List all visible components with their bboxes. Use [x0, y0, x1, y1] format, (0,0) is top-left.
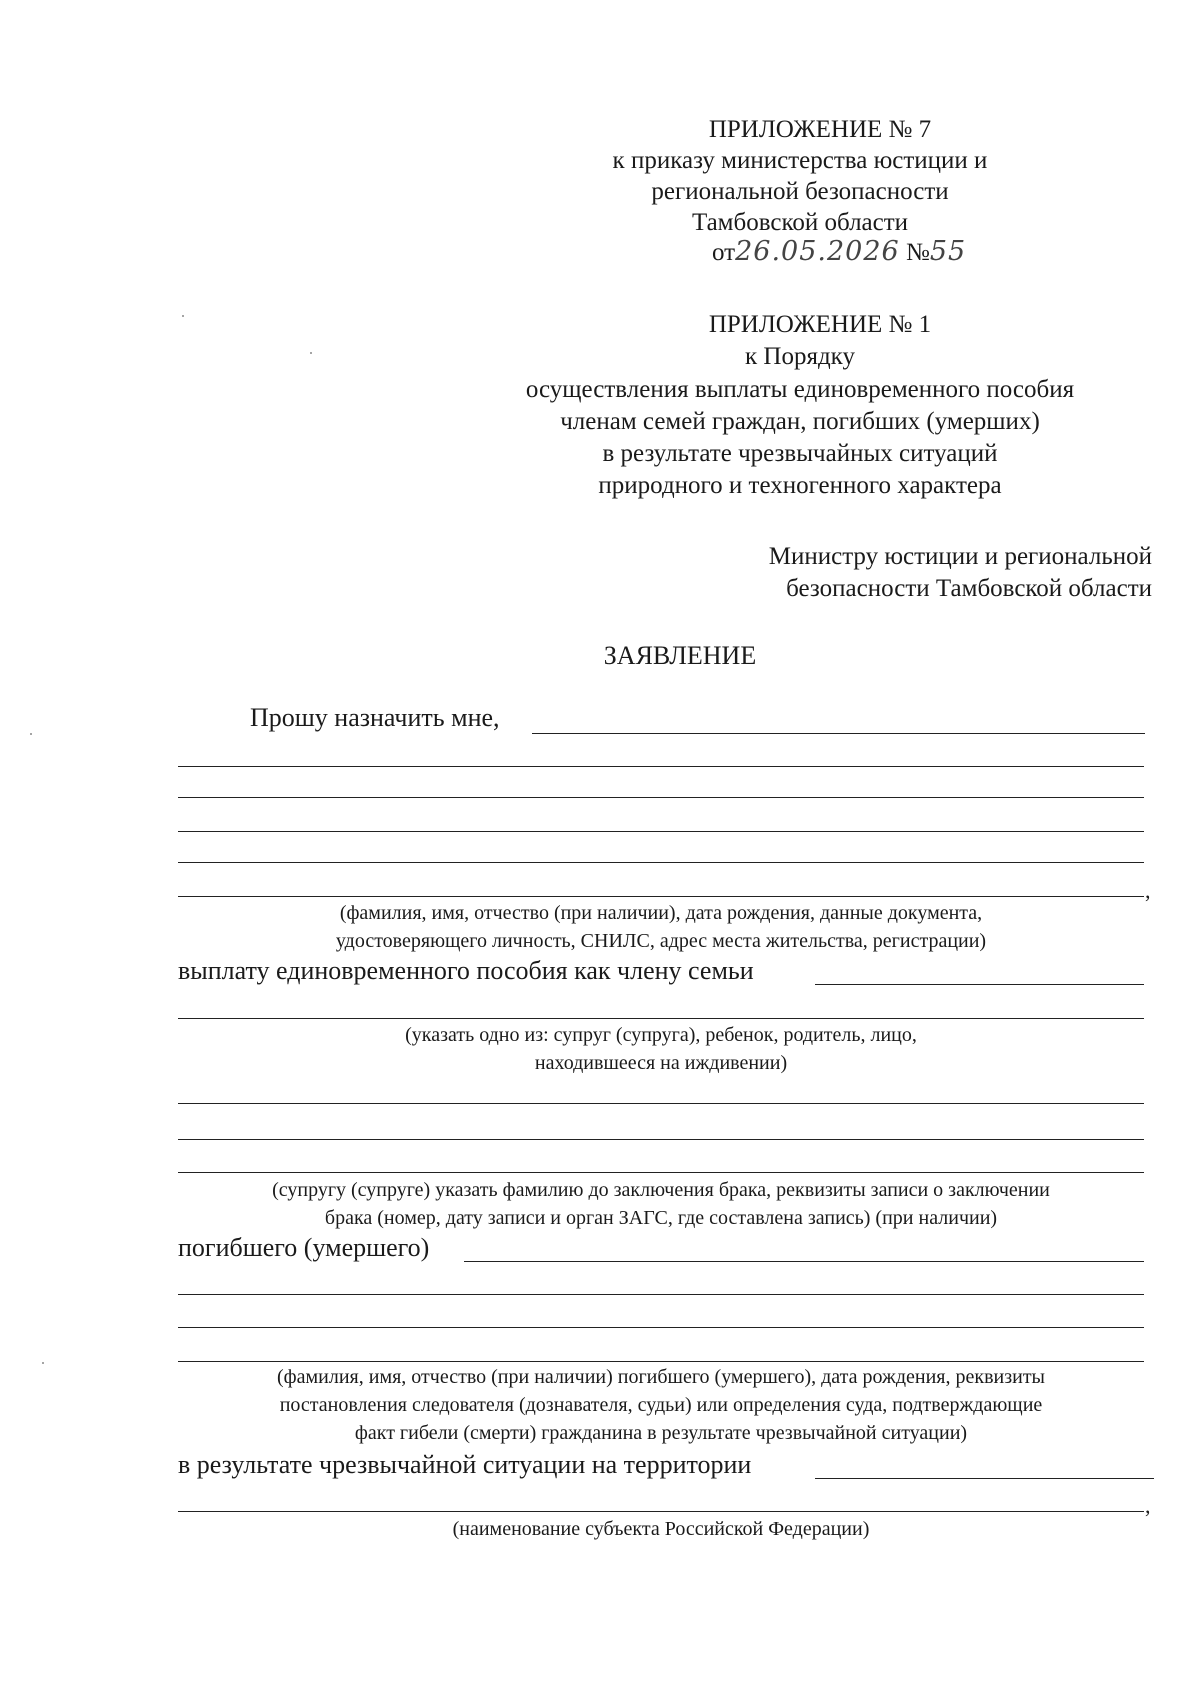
deceased-field-line-4[interactable]: [178, 1361, 1144, 1362]
request-label: Прошу назначить мне,: [250, 703, 500, 732]
deceased-caption-1: (фамилия, имя, отчество (при наличии) погибшего (умершего), дата рождения, реквизиты: [277, 1366, 1045, 1388]
applicant-field-line-1[interactable]: [532, 733, 1145, 734]
applicant-field-line-3[interactable]: [178, 797, 1144, 798]
spouse-caption-1: (супругу (супруге) указать фамилию до заключения брака, реквизиты записи о заключении: [272, 1179, 1050, 1201]
payment-label: выплату единовременного пособия как члену семьи: [178, 956, 754, 985]
spouse-caption-2: брака (номер, дату записи и орган ЗАГС, где составлена запись) (при наличии): [324, 1207, 998, 1229]
territory-label: в результате чрезвычайной ситуации на территории: [178, 1450, 752, 1479]
order-appendix-line-1: к приказу министерства юстиции и: [612, 147, 988, 174]
procedure-appendix-title: ПРИЛОЖЕНИЕ № 1: [708, 311, 932, 338]
applicant-caption-1: (фамилия, имя, отчество (при наличии), дата рождения, данные документа,: [339, 902, 983, 924]
procedure-appendix-line-5: природного и техногенного характера: [598, 472, 1002, 499]
order-appendix-title: ПРИЛОЖЕНИЕ № 7: [708, 116, 932, 143]
number-prefix: №: [905, 239, 930, 266]
procedure-appendix-line-3: членам семей граждан, погибших (умерших): [560, 408, 1040, 435]
applicant-field-line-4[interactable]: [178, 831, 1144, 832]
procedure-appendix-line-2: осуществления выплаты единовременного пособия: [525, 376, 1075, 403]
spouse-field-line-2[interactable]: [178, 1139, 1144, 1140]
relation-field-line-1[interactable]: [815, 984, 1144, 985]
order-appendix-line-2: региональной безопасности: [651, 178, 949, 205]
scan-speck: [310, 352, 312, 354]
handwritten-date: 26.05.2026: [735, 236, 900, 267]
deceased-label: погибшего (умершего): [178, 1233, 430, 1262]
relation-caption-2: находившееся на иждивении): [534, 1052, 788, 1074]
order-date-number: [712, 234, 966, 271]
deceased-caption-2: постановления следователя (дознавателя, судьи) или определения суда, подтверждающие: [279, 1394, 1043, 1416]
relation-caption-1: (указать одно из: супруг (супруга), ребенок, родитель, лицо,: [405, 1024, 917, 1046]
form-title: ЗАЯВЛЕНИЕ: [603, 641, 757, 670]
spouse-field-line-3[interactable]: [178, 1172, 1144, 1173]
territory-field-line-2[interactable]: [178, 1511, 1144, 1512]
deceased-field-line-3[interactable]: [178, 1327, 1144, 1328]
scan-speck: [182, 315, 184, 317]
territory-field-line-1[interactable]: [815, 1478, 1154, 1479]
applicant-caption-2: удостоверяющего личность, СНИЛС, адрес места жительства, регистрации): [335, 930, 987, 952]
scan-speck: [42, 1362, 44, 1364]
applicant-field-line-5[interactable]: [178, 862, 1144, 863]
addressee-line-2: безопасности Тамбовской области: [786, 575, 1152, 602]
addressee-line-1: Министру юстиции и региональной: [768, 543, 1152, 570]
handwritten-number: 55: [929, 236, 967, 267]
date-prefix: от: [712, 239, 736, 266]
order-appendix-line-3: Тамбовской области: [691, 209, 909, 236]
applicant-field-line-2[interactable]: [178, 766, 1144, 767]
scan-speck: [30, 733, 32, 735]
procedure-appendix-line-1: к Порядку: [745, 343, 855, 370]
procedure-appendix-line-4: в результате чрезвычайных ситуаций: [602, 440, 998, 467]
deceased-caption-3: факт гибели (смерти) гражданина в результате чрезвычайной ситуации): [354, 1422, 968, 1444]
relation-field-line-2[interactable]: [178, 1018, 1144, 1019]
deceased-field-line-2[interactable]: [178, 1294, 1144, 1295]
deceased-field-line-1[interactable]: [464, 1261, 1144, 1262]
applicant-field-line-6[interactable]: [178, 896, 1144, 897]
territory-caption: (наименование субъекта Российской Федерации): [452, 1518, 870, 1540]
applicant-comma: ,: [1145, 878, 1151, 903]
spouse-field-line-1[interactable]: [178, 1103, 1144, 1104]
territory-comma: ,: [1145, 1493, 1151, 1518]
